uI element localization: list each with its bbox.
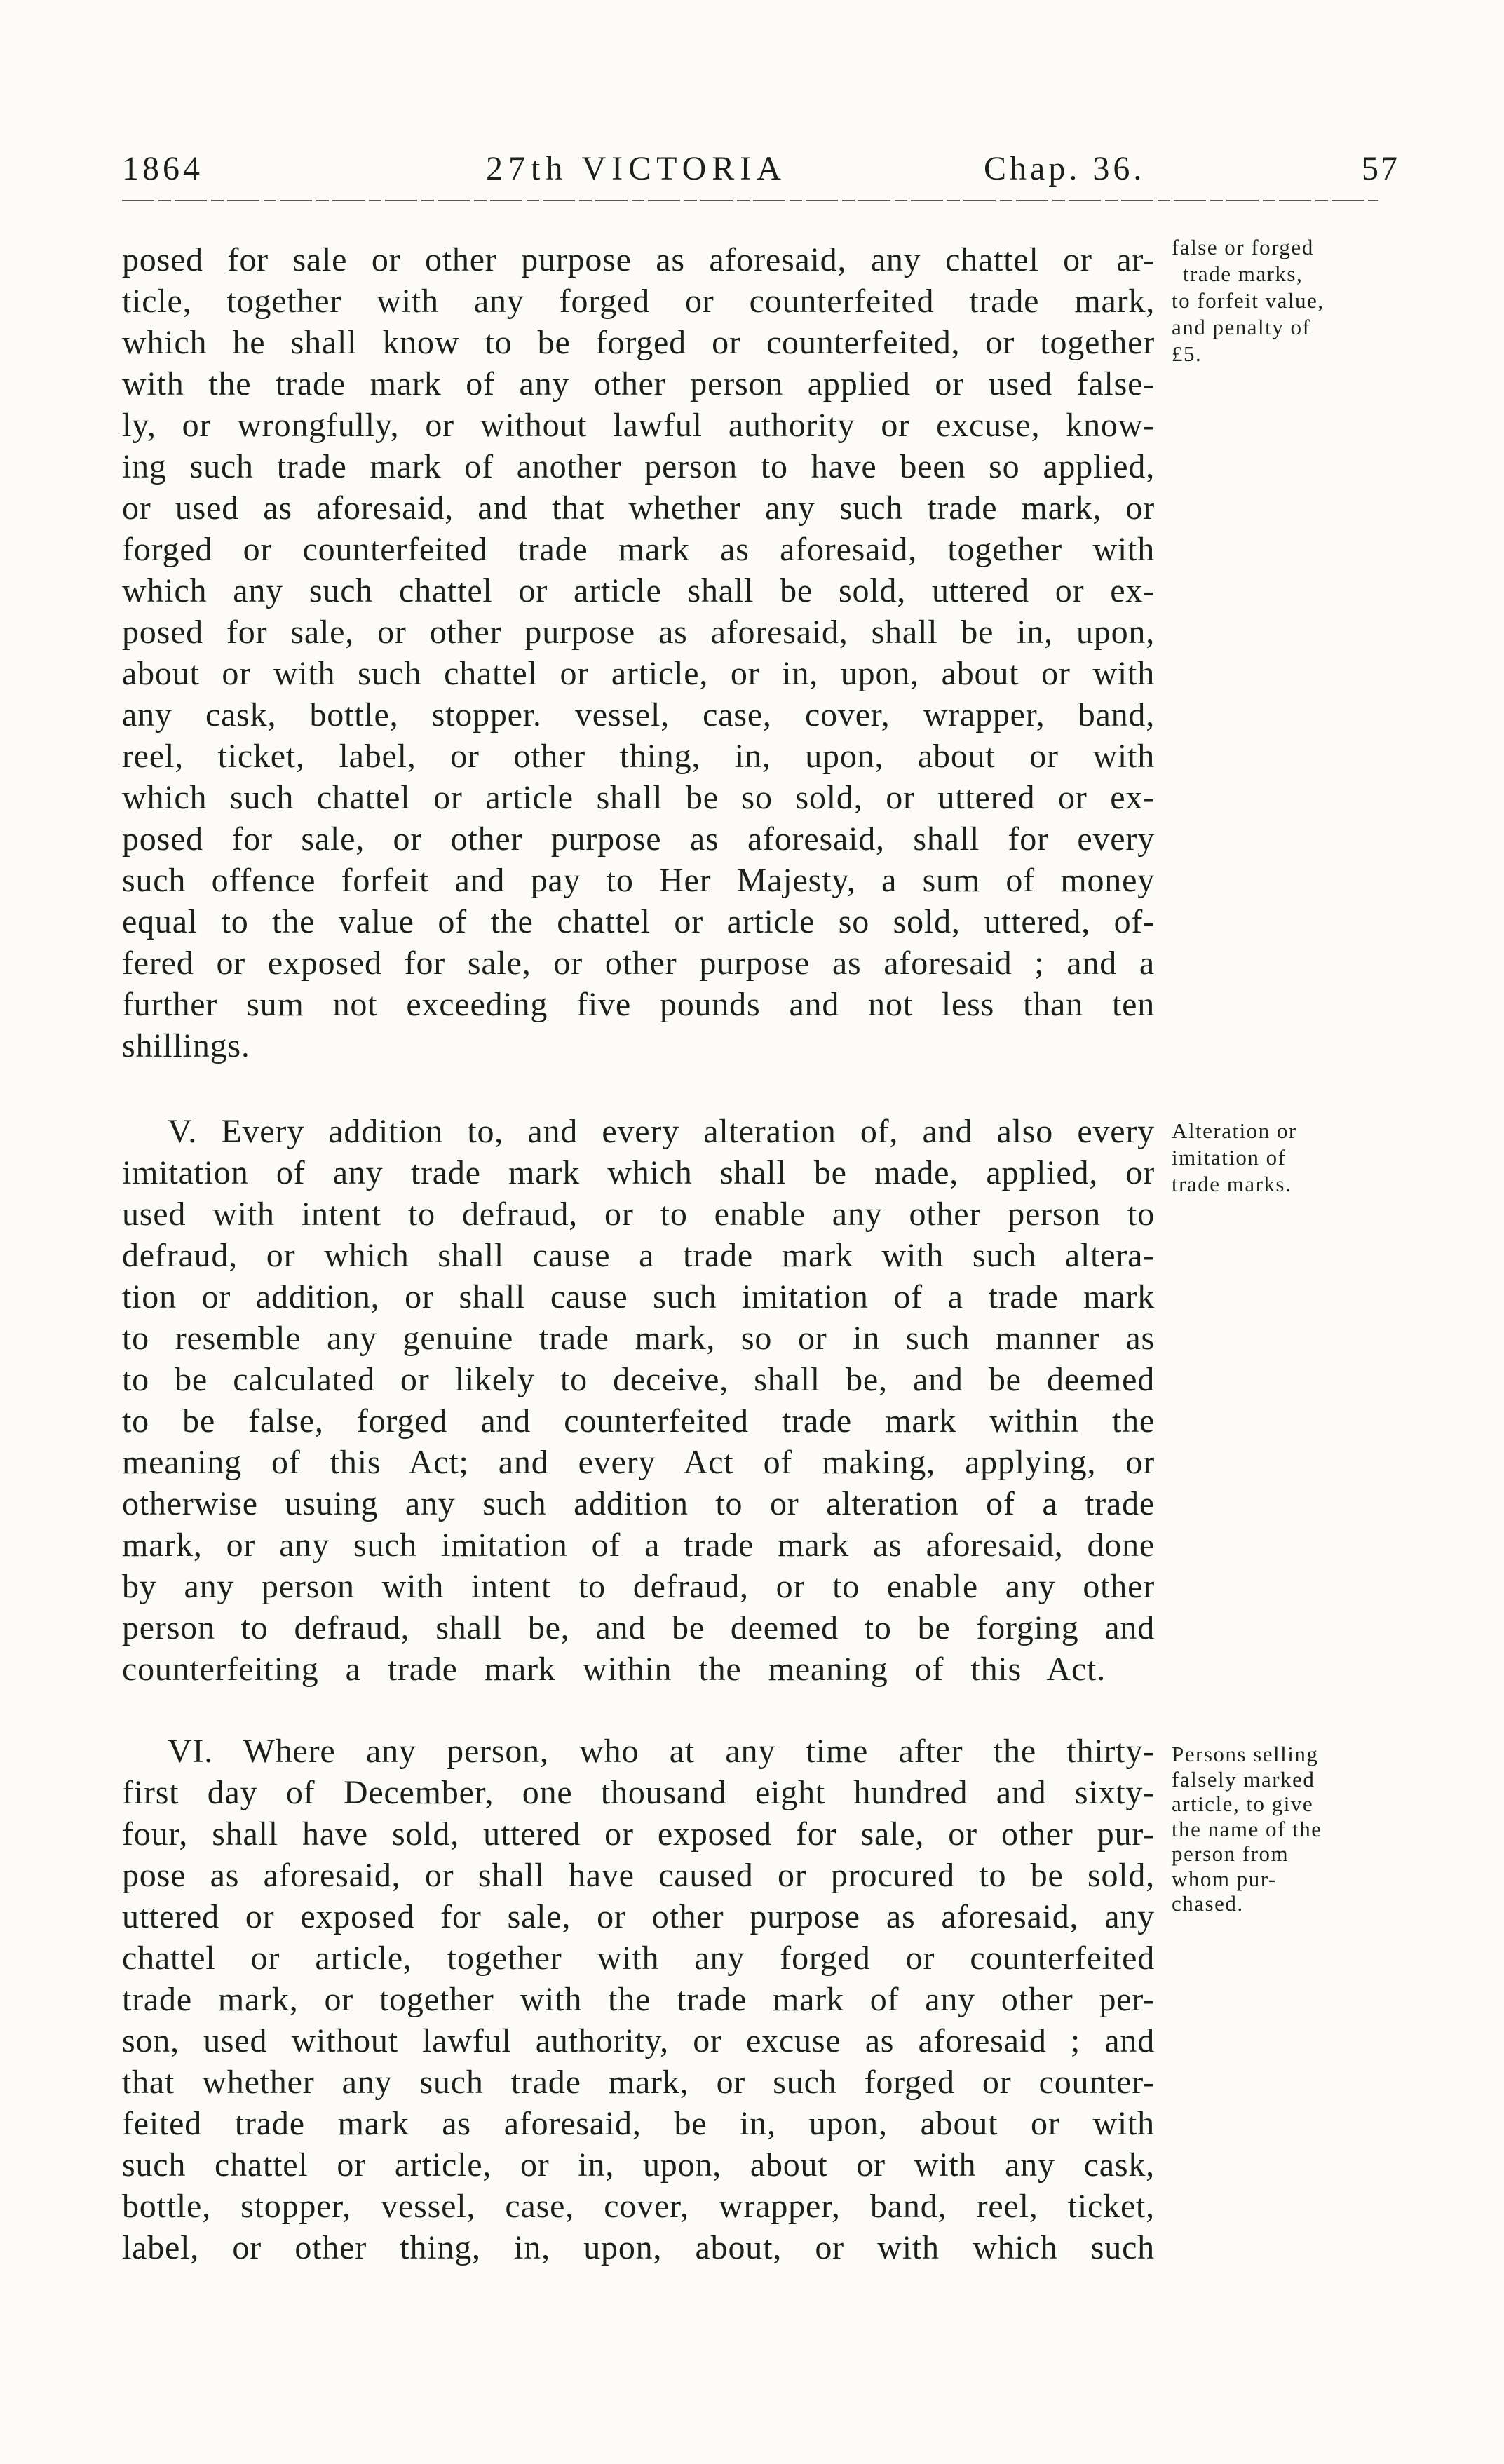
text-line: fered or exposed for sale, or other purpose as aforesaid ; and a <box>122 945 1155 982</box>
margin-note-line: to forfeit value, <box>1172 288 1325 313</box>
text-line: ly, or wrongfully, or without lawful authority or excuse, know- <box>122 407 1155 444</box>
text-line: that whether any such trade mark, or such forged or counter- <box>122 2064 1155 2101</box>
page-number: 57 <box>1362 150 1400 187</box>
text-line: which such chattel or article shall be so sold, or uttered or ex- <box>122 779 1155 816</box>
margin-note-line: false or forged <box>1172 235 1314 259</box>
margin-note-line: Alteration or <box>1172 1118 1297 1143</box>
margin-note-line: £5. <box>1172 341 1202 366</box>
text-line: posed for sale, or other purpose as aforesaid, shall for every <box>122 820 1155 858</box>
margin-note-line: and penalty of <box>1172 315 1311 339</box>
margin-note-line: chased. <box>1172 1891 1244 1916</box>
text-line: VI. Where any person, who at any time after the thirty- <box>168 1733 1155 1770</box>
margin-note-line: Persons selling <box>1172 1742 1319 1766</box>
section-vi-paragraph <box>122 1731 1155 2268</box>
text-line: otherwise usuing any such addition to or alteration of a trade <box>122 1485 1155 1522</box>
margin-note-line: the name of the <box>1172 1816 1322 1841</box>
text-line: such offence forfeit and pay to Her Majesty, a sum of money <box>122 862 1155 899</box>
text-line: forged or counterfeited trade mark as aforesaid, together with <box>122 531 1155 568</box>
running-head-chapter: Chap. 36. <box>984 150 1146 187</box>
text-line: person to defraud, shall be, and be deemed to be forging and <box>122 1609 1155 1646</box>
margin-note-forged-trade-marks <box>1172 234 1375 367</box>
text-line: posed for sale or other purpose as aforesaid, any chattel or ar- <box>122 241 1155 278</box>
text-line: by any person with intent to defraud, or to enable any other <box>122 1568 1155 1605</box>
text-line: bottle, stopper, vessel, case, cover, wrapper, band, reel, ticket, <box>122 2188 1155 2225</box>
text-line: label, or other thing, in, upon, about, or with which such <box>122 2229 1155 2266</box>
text-line: equal to the value of the chattel or article so sold, uttered, of- <box>122 903 1155 940</box>
text-line: used with intent to defraud, or to enable any other person to <box>122 1196 1155 1233</box>
text-line: V. Every addition to, and every alteration of, and also every <box>168 1113 1155 1150</box>
text-line: to be false, forged and counterfeited trade mark within the <box>122 1402 1155 1440</box>
text-line: four, shall have sold, uttered or exposed for sale, or other pur- <box>122 1815 1155 1853</box>
text-line: about or with such chattel or article, or in, upon, about or with <box>122 655 1155 692</box>
text-line: meaning of this Act; and every Act of making, applying, or <box>122 1444 1155 1481</box>
text-line: chattel or article, together with any forged or counterfeited <box>122 1940 1155 1977</box>
text-line: which any such chattel or article shall be sold, uttered or ex- <box>122 572 1155 609</box>
text-line: pose as aforesaid, or shall have caused or procured to be sold, <box>122 1857 1155 1894</box>
running-head-title: 27th VICTORIA <box>486 150 787 187</box>
text-line: ticle, together with any forged or counterfeited trade mark, <box>122 283 1155 320</box>
header-rule <box>122 200 1378 201</box>
text-line: feited trade mark as aforesaid, be in, upon, about or with <box>122 2105 1155 2142</box>
margin-note-alteration <box>1172 1118 1375 1198</box>
text-line: mark, or any such imitation of a trade mark as aforesaid, done <box>122 1527 1155 1564</box>
text-line: any cask, bottle, stopper. vessel, case, cover, wrapper, band, <box>122 696 1155 733</box>
margin-note-line: person from <box>1172 1841 1289 1866</box>
text-line: to be calculated or likely to deceive, shall be, and be deemed <box>122 1361 1155 1398</box>
text-line: or used as aforesaid, and that whether any such trade mark, or <box>122 489 1155 527</box>
text-line: son, used without lawful authority, or excuse as aforesaid ; and <box>122 2022 1155 2059</box>
running-head-year: 1864 <box>122 150 203 187</box>
text-line: with the trade mark of any other person applied or used false- <box>122 365 1155 402</box>
text-line: trade mark, or together with the trade mark of any other per- <box>122 1981 1155 2018</box>
text-line: imitation of any trade mark which shall be made, applied, or <box>122 1154 1155 1191</box>
text-line: posed for sale, or other purpose as aforesaid, shall be in, upon, <box>122 614 1155 651</box>
margin-note-persons-selling <box>1172 1742 1375 1916</box>
text-line: tion or addition, or shall cause such imitation of a trade mark <box>122 1278 1155 1315</box>
margin-note-line: trade marks. <box>1172 1172 1292 1196</box>
section-v-paragraph <box>122 1111 1155 1690</box>
text-line: counterfeiting a trade mark within the meaning of this Act. <box>122 1651 1106 1688</box>
text-line: which he shall know to be forged or counterfeited, or together <box>122 324 1155 361</box>
paragraph-continued <box>122 239 1155 1067</box>
text-line: first day of December, one thousand eight hundred and sixty- <box>122 1774 1155 1811</box>
text-line: defraud, or which shall cause a trade mark with such altera- <box>122 1237 1155 1274</box>
text-line: to resemble any genuine trade mark, so or in such manner as <box>122 1320 1155 1357</box>
text-line: shillings. <box>122 1027 250 1064</box>
text-line: such chattel or article, or in, upon, about or with any cask, <box>122 2146 1155 2184</box>
margin-note-line: whom pur- <box>1172 1866 1277 1891</box>
text-line: further sum not exceeding five pounds and not less than ten <box>122 986 1155 1023</box>
margin-note-line: imitation of <box>1172 1145 1287 1170</box>
margin-note-line: falsely marked <box>1172 1766 1315 1792</box>
margin-note-line: article, to give <box>1172 1792 1314 1816</box>
margin-note-line: trade marks, <box>1183 262 1303 286</box>
text-line: ing such trade mark of another person to have been so applied, <box>122 448 1155 485</box>
text-line: uttered or exposed for sale, or other purpose as aforesaid, any <box>122 1898 1155 1935</box>
text-line: reel, ticket, label, or other thing, in, upon, about or with <box>122 738 1155 775</box>
